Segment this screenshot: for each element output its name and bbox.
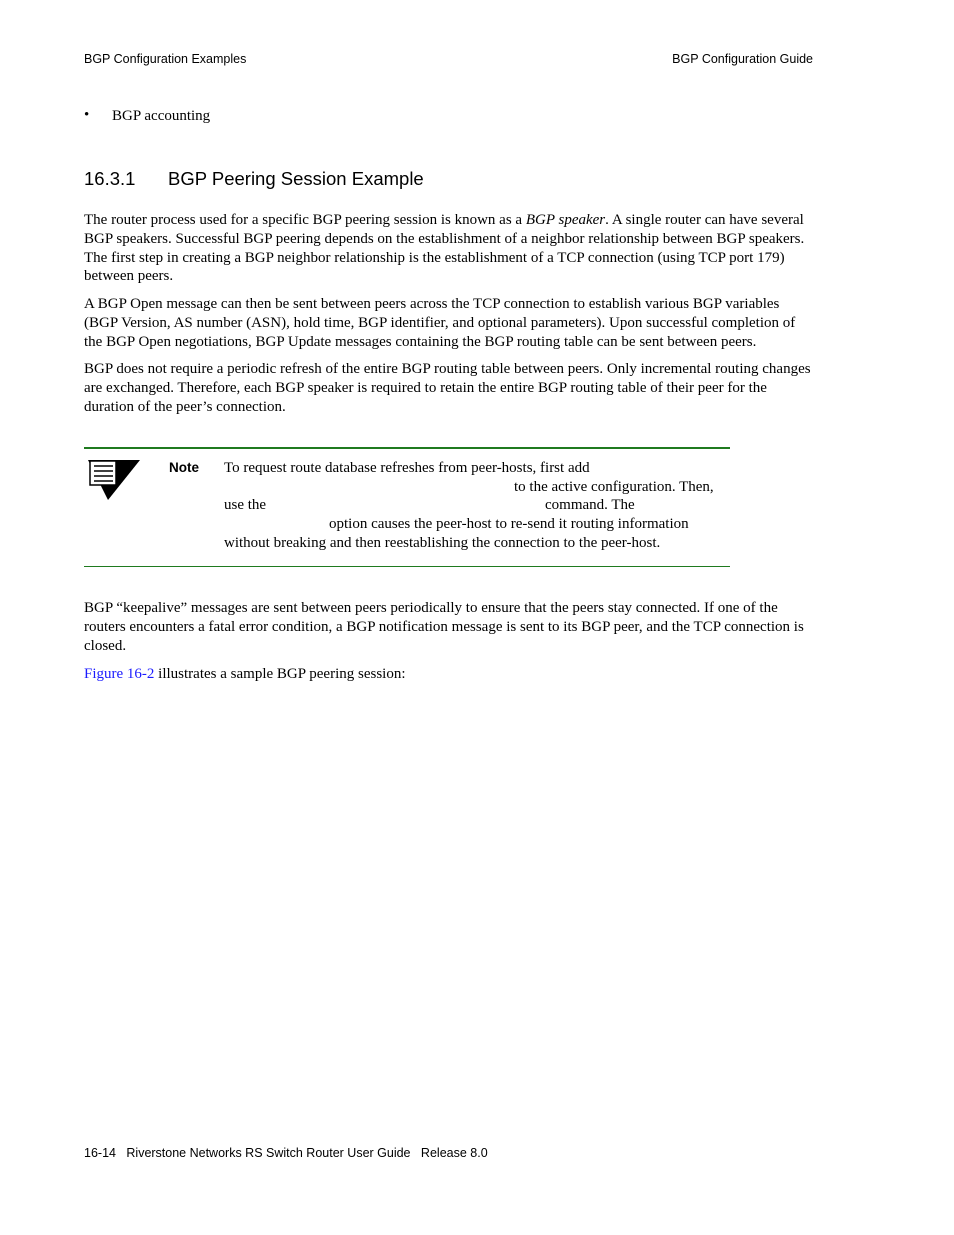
paragraph-open-message: A BGP Open message can then be sent between peers across the TCP connection to establish various BGP variables (BGP Version, AS number (ASN), hold time, BGP identifier, and optional parameters). Upon successful completion of the BGP Open negotiations, BGP Update messages containing the BGP routing table can be sent between peers. xyxy=(84,296,796,350)
section-number: 16.3.1 xyxy=(84,168,136,189)
note-bottom-rule xyxy=(84,566,730,567)
paragraph-bgp-speaker xyxy=(84,211,816,286)
paragraph-incremental: BGP does not require a periodic refresh of the entire BGP routing table between peers. Only incremental routing changes are exchanged. Therefore, each BGP speaker is required to retain the entire BGP routing table of their peer for the duration of the peer’s connection. xyxy=(84,361,811,415)
note-line-4: option causes the peer-host to re-send it routing information xyxy=(329,516,689,532)
note-line-2: to the active configuration. Then, xyxy=(514,479,714,495)
p1-text-before: The router process used for a specific BGP peering session is known as a xyxy=(84,212,526,228)
p1-text-after: . A single router can have several BGP speakers. Successful BGP peering depends on the establishment of a neighbor relationship between BGP speakers. The first step in creating a BGP neighbor relationship is the establishment of a TCP connection (using TCP port 179) between peers. xyxy=(84,212,805,285)
note-icon xyxy=(86,458,142,502)
paragraph-figure-ref xyxy=(84,665,816,684)
section-heading xyxy=(84,168,424,190)
note-top-rule xyxy=(84,447,730,449)
note-line-1: To request route database refreshes from peer-hosts, first add xyxy=(224,460,590,476)
p5-text-after: illustrates a sample BGP peering session: xyxy=(154,666,406,682)
note-line-5: without breaking and then reestablishing the connection to the peer-host. xyxy=(224,535,661,551)
p1-italic-term: BGP speaker xyxy=(525,212,606,228)
bullet-text: BGP accounting xyxy=(112,108,211,124)
footer-text: 16-14 Riverstone Networks RS Switch Router User Guide Release 8.0 xyxy=(84,1146,488,1160)
page-header-right: BGP Configuration Guide xyxy=(672,52,813,66)
note-line-3a: use the xyxy=(224,497,267,513)
section-title: BGP Peering Session Example xyxy=(168,168,424,189)
note-line-3b: command. The xyxy=(545,497,635,513)
bullet-icon: • xyxy=(84,107,90,123)
page-footer xyxy=(84,1146,488,1160)
paragraph-keepalive: BGP “keepalive” messages are sent between peers periodically to ensure that the peers stay connected. If one of the routers encounters a fatal error condition, a BGP notification message is sent to its BGP peer, and the TCP connection is closed. xyxy=(84,600,804,654)
page-header-left: BGP Configuration Examples xyxy=(84,52,247,66)
note-label: Note xyxy=(169,460,199,475)
figure-link[interactable]: Figure 16-2 xyxy=(84,666,155,682)
